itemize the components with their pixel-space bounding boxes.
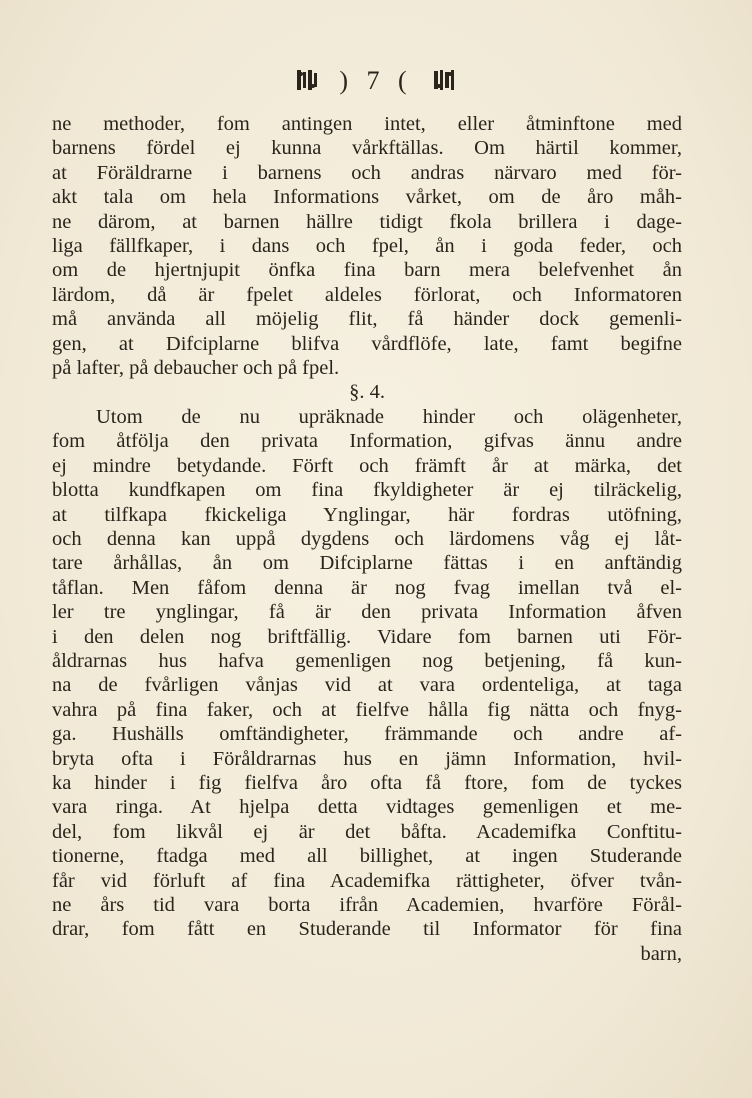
text-line: ne års tid vara borta ifrån Academien, hvarföre Förål-: [52, 894, 682, 916]
page-number: ) 7 (: [339, 66, 413, 95]
text-line: fom åtfölja den privata Information, gifvas ännu andre: [52, 430, 682, 453]
text-line: del, fom likvål ej är det båfta. Academifka Conftitu-: [52, 820, 682, 843]
text-line: ler tre ynglingar, få är den privata Information åfven: [52, 601, 682, 624]
text-line: tare århållas, ån om Difciplarne fättas i en anftändig: [52, 552, 682, 575]
text-line: liga fällfkaper, i dans och fpel, ån i goda feder, och: [52, 235, 682, 258]
text-line: at tilfkapa fkickeliga Ynglingar, här fordras utöfning,: [52, 503, 682, 526]
body-text: [52, 112, 682, 966]
text-line: Utom de nu upräknade hinder och olägenheter,: [96, 405, 682, 428]
text-line: ne methoder, fom antingen intet, eller åtminftone med: [52, 113, 682, 135]
text-line: at Föräldrarne i barnens och andras närvaro med för-: [52, 161, 682, 184]
text-line: ga. Hushälls omftändigheter, främmande och andre af-: [52, 723, 682, 746]
text-line: får vid förluft af fina Academifka rättigheter, öfver tvån-: [52, 869, 682, 892]
fleuron-right-icon: [431, 68, 457, 92]
text-line: om de hjertnjupit önfka fina barn mera belefvenhet ån: [52, 259, 682, 282]
text-line: vahra på fina faker, och at fielfve hålla fig nätta och fnyg-: [52, 698, 682, 721]
text-line: akt tala om hela Informations vårket, om de åro måh-: [52, 186, 682, 209]
text-line: och denna kan uppå dygdens och lärdomens våg ej låt-: [52, 527, 682, 550]
text-line: må använda all möjelig flit, få händer dock gemenli-: [52, 308, 682, 331]
text-line: tionerne, ftadga med all billighet, at ingen Studerande: [52, 845, 682, 868]
text-line: na de fvårligen vånjas vid at vara ordenteliga, at taga: [52, 674, 682, 697]
text-line: åldrarnas hus hafva gemenligen nog betjening, få kun-: [52, 649, 682, 672]
running-head: [0, 66, 752, 96]
text-line: tåflan. Men fåfom denna är nog fvag imellan två el-: [52, 576, 682, 599]
text-line: drar, fom fått en Studerande til Informator för fina: [52, 918, 682, 941]
text-line: i den delen nog briftfällig. Vidare fom barnen uti För-: [52, 625, 682, 648]
catchword: barn,: [640, 942, 682, 965]
text-line: på lafter, på debaucher och på fpel.: [52, 357, 340, 380]
text-line: barnens fördel ej kunna vårkftällas. Om härtil kommer,: [52, 137, 682, 160]
text-line: lärdom, då är fpelet aldeles förlorat, och Informatoren: [52, 283, 682, 306]
text-line: blotta kundfkapen om fina fkyldigheter är ej tilräckelig,: [52, 479, 682, 502]
text-line: ne därom, at barnen hällre tidigt fkola brillera i dage-: [52, 210, 682, 233]
text-line: gen, at Difciplarne blifva vårdflöfe, late, famt begifne: [52, 332, 682, 355]
text-line: ej mindre betydande. Förft och främft år at märka, det: [52, 454, 682, 477]
section-heading: §. 4.: [349, 381, 385, 404]
fleuron-left-icon: [295, 68, 321, 92]
text-line: vara ringa. At hjelpa detta vidtages gemenligen et me-: [52, 796, 682, 819]
text-line: bryta ofta i Föråldrarnas hus en jämn Information, hvil-: [52, 747, 682, 770]
text-line: ka hinder i fig fielfva åro ofta få ftore, fom de tyckes: [52, 771, 682, 794]
